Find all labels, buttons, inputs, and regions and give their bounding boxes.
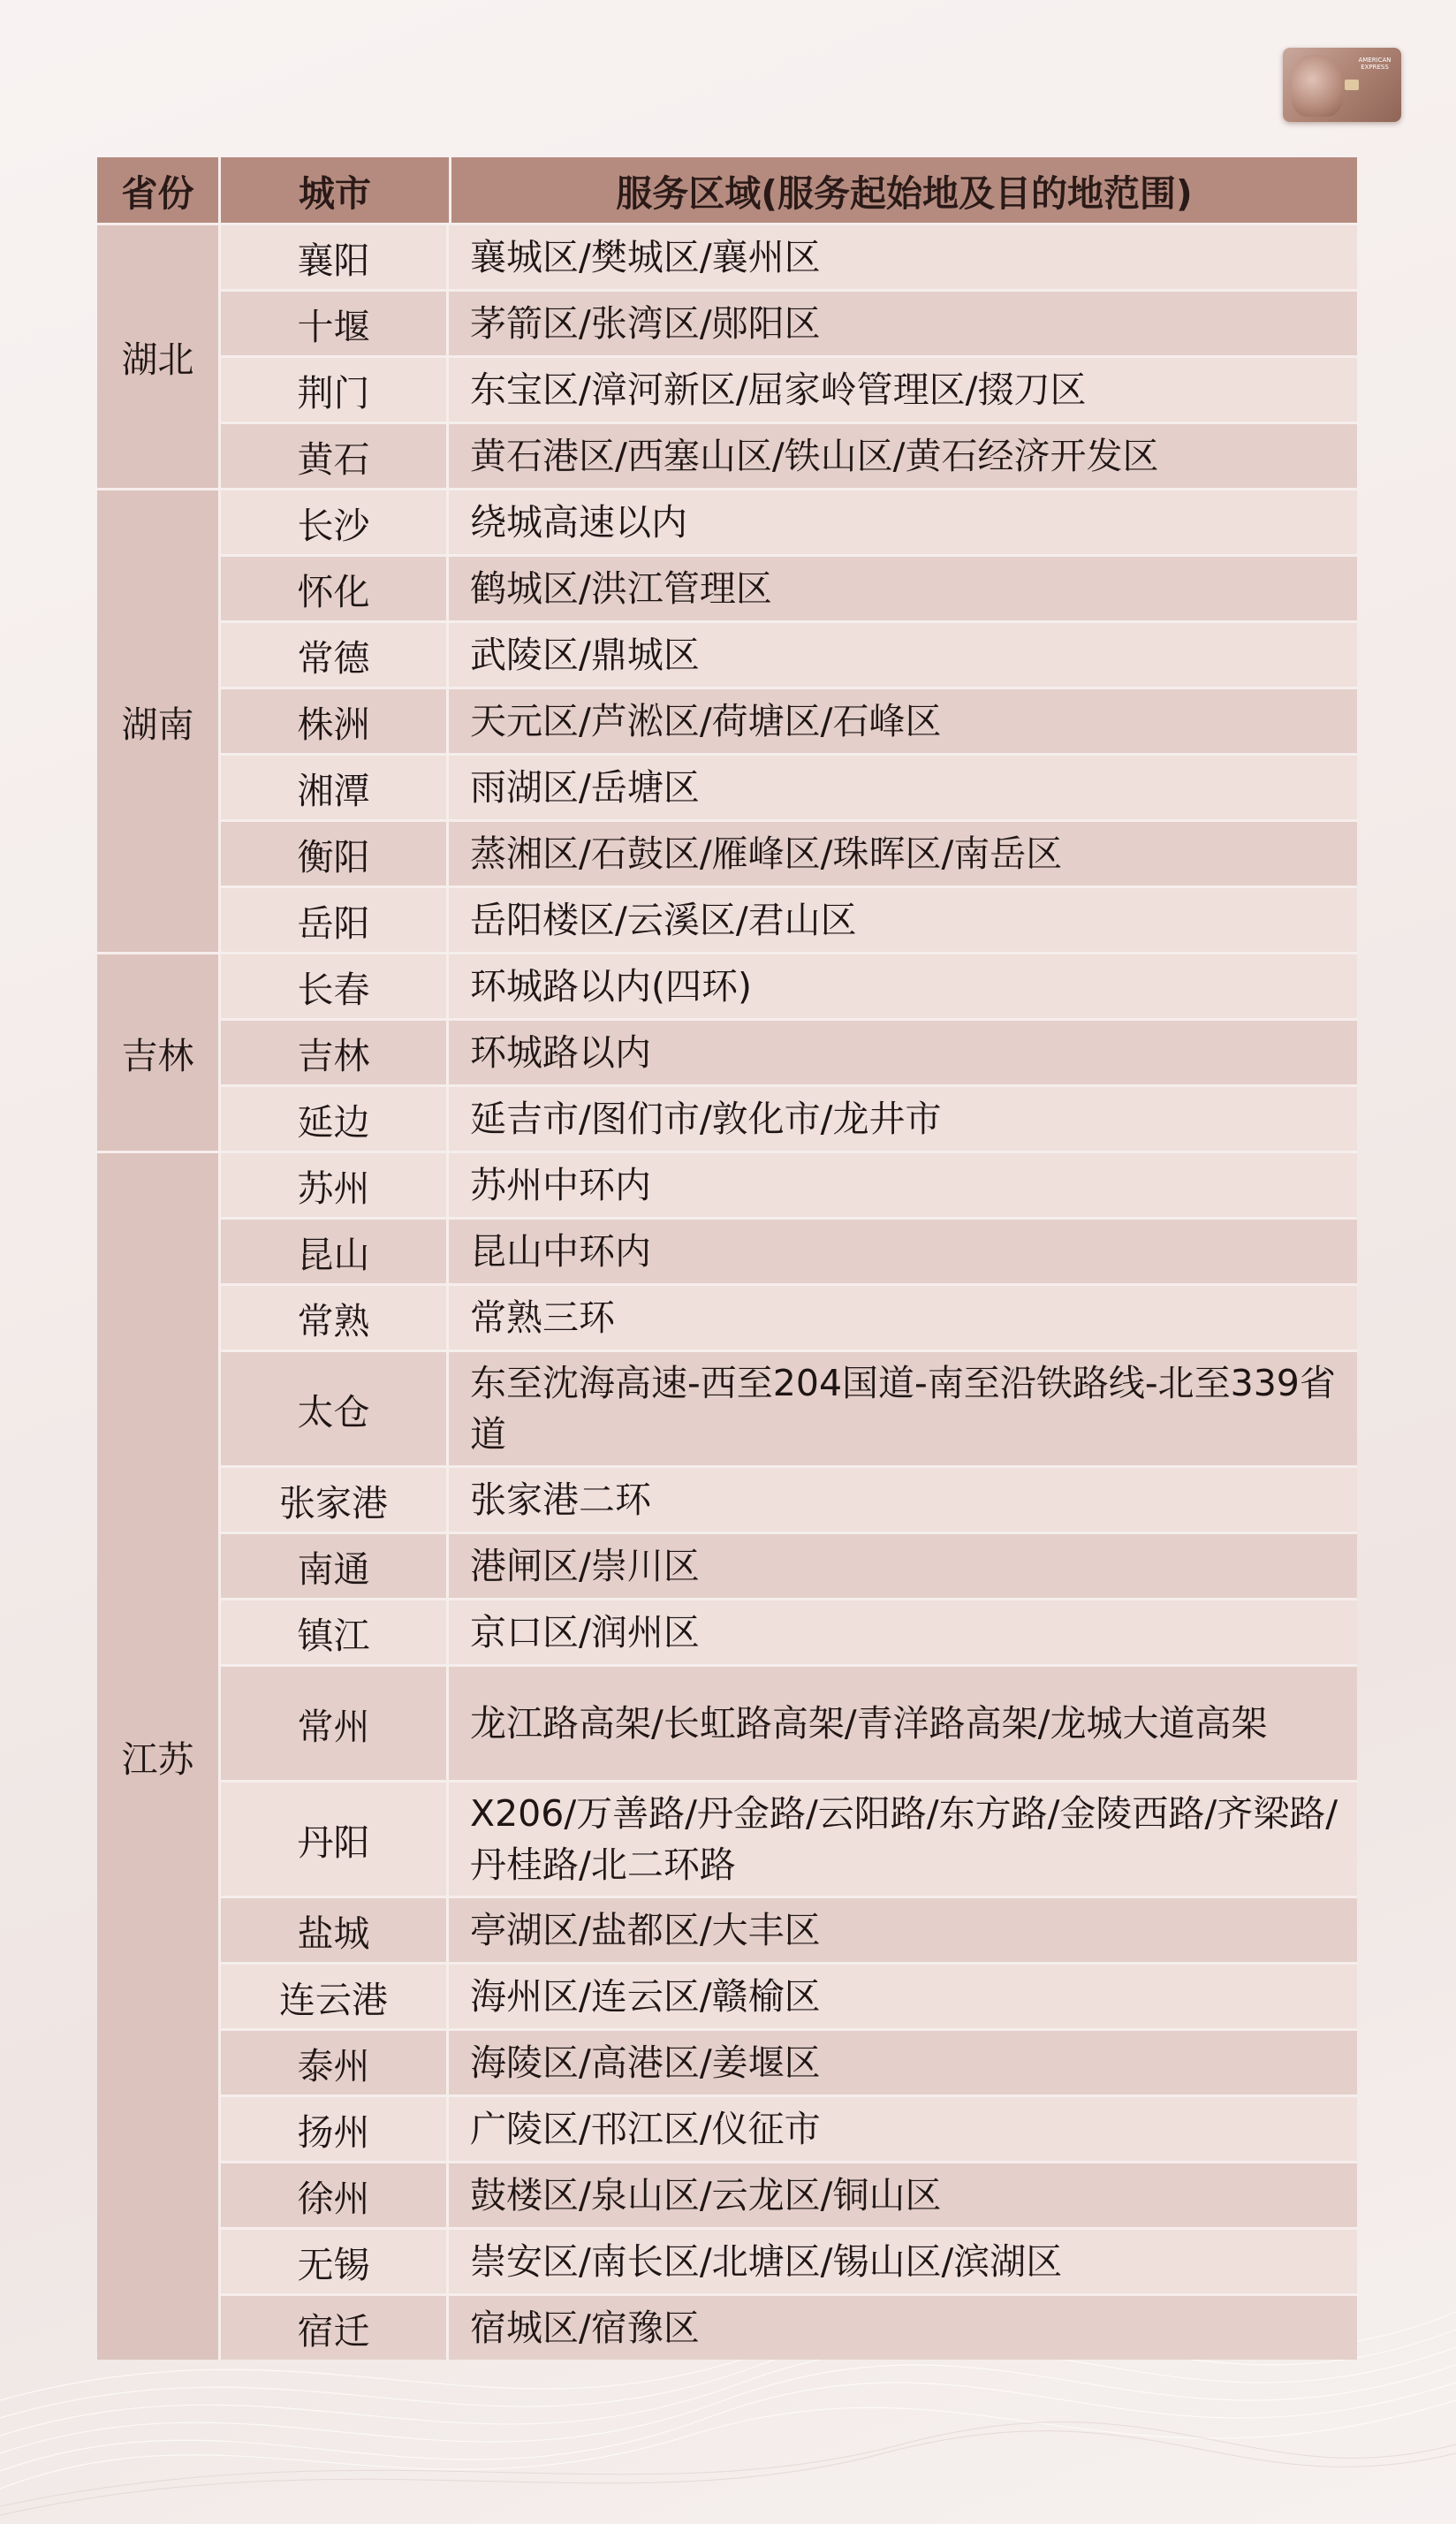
service-area-cell: 延吉市/图们市/敦化市/龙井市 xyxy=(470,1098,942,1140)
table-row xyxy=(221,1349,1357,1465)
table-row xyxy=(221,1532,1357,1598)
service-area-cell: 亭湖区/盐都区/大丰区 xyxy=(470,1909,821,1951)
city-cell: 怀化 xyxy=(221,557,449,620)
table-row xyxy=(221,1465,1357,1532)
service-area-cell: 海州区/连云区/赣榆区 xyxy=(470,1975,821,2018)
header-province: 省份 xyxy=(97,157,221,223)
service-area-cell: 蒸湘区/石鼓区/雁峰区/珠晖区/南岳区 xyxy=(470,832,1063,875)
service-area-cell: 武陵区/鼎城区 xyxy=(470,634,700,676)
table-row xyxy=(221,1217,1357,1283)
service-area-cell: 宿城区/宿豫区 xyxy=(470,2307,700,2349)
table-row xyxy=(221,355,1357,422)
service-area-table xyxy=(97,157,1357,2360)
city-cell: 荆门 xyxy=(221,358,449,422)
service-area-cell: 雨湖区/岳塘区 xyxy=(470,766,700,809)
amex-card-logo xyxy=(1283,48,1401,122)
service-area-cell: 黄石港区/西塞山区/铁山区/黄石经济开发区 xyxy=(470,435,1159,477)
city-cell: 常州 xyxy=(221,1667,449,1780)
city-cell: 连云港 xyxy=(221,1965,449,2028)
table-row xyxy=(221,422,1357,488)
service-area-cell: 环城路以内(四环) xyxy=(470,965,752,1007)
table-row xyxy=(221,687,1357,753)
table-header xyxy=(97,157,1357,223)
table-row xyxy=(221,2227,1357,2293)
city-rows xyxy=(221,225,1357,488)
city-cell: 扬州 xyxy=(221,2097,449,2161)
table-row xyxy=(221,1896,1357,1962)
city-rows xyxy=(221,954,1357,1151)
service-area-cell: 环城路以内 xyxy=(470,1031,651,1074)
service-area-cell: 昆山中环内 xyxy=(470,1230,651,1273)
card-brand-text: AMERICAN EXPRESS xyxy=(1358,57,1392,71)
city-rows xyxy=(221,490,1357,952)
city-cell: 株洲 xyxy=(221,689,449,753)
city-cell: 昆山 xyxy=(221,1220,449,1283)
service-area-cell: 东至沈海高速-西至204国道-南至沿铁路线-北至339省道 xyxy=(470,1362,1336,1456)
province-group xyxy=(97,223,1357,488)
table-row xyxy=(221,954,1357,1018)
table-row xyxy=(221,1153,1357,1217)
city-cell: 吉林 xyxy=(221,1021,449,1084)
city-cell: 徐州 xyxy=(221,2163,449,2227)
header-service-area: 服务区域(服务起始地及目的地范围) xyxy=(616,171,1193,215)
service-area-cell: 绕城高速以内 xyxy=(470,501,687,544)
city-cell: 长春 xyxy=(221,954,449,1018)
table-row xyxy=(221,490,1357,554)
city-cell: 南通 xyxy=(221,1534,449,1598)
city-cell: 衡阳 xyxy=(221,822,449,886)
city-cell: 张家港 xyxy=(221,1468,449,1532)
service-area-cell: 襄城区/樊城区/襄州区 xyxy=(470,236,821,278)
service-area-cell: 张家港二环 xyxy=(470,1479,651,1521)
table-row xyxy=(221,2293,1357,2360)
table-row xyxy=(221,1018,1357,1084)
city-cell: 长沙 xyxy=(221,490,449,554)
service-area-cell: 天元区/芦淞区/荷塘区/石峰区 xyxy=(470,700,942,742)
card-portrait-image xyxy=(1292,55,1343,117)
card-chip xyxy=(1345,80,1359,90)
table-row xyxy=(221,2094,1357,2161)
service-area-cell: X206/万善路/丹金路/云阳路/东方路/金陵西路/齐梁路/丹桂路/北二环路 xyxy=(470,1792,1338,1886)
province-cell: 湖南 xyxy=(97,490,221,952)
table-row xyxy=(221,2161,1357,2227)
city-cell: 常熟 xyxy=(221,1286,449,1349)
city-cell: 襄阳 xyxy=(221,225,449,289)
service-area-cell: 鹤城区/洪江管理区 xyxy=(470,567,772,610)
service-area-cell: 东宝区/漳河新区/屈家岭管理区/掇刀区 xyxy=(470,369,1087,411)
city-rows xyxy=(221,1153,1357,2360)
table-row xyxy=(221,225,1357,289)
header-city: 城市 xyxy=(221,157,451,223)
table-row xyxy=(221,554,1357,620)
province-group xyxy=(97,1151,1357,2360)
table-row xyxy=(221,1598,1357,1664)
table-row xyxy=(221,886,1357,952)
service-area-cell: 广陵区/邗江区/仪征市 xyxy=(470,2108,821,2150)
service-area-cell: 港闸区/崇川区 xyxy=(470,1545,700,1587)
table-row xyxy=(221,819,1357,886)
city-cell: 镇江 xyxy=(221,1600,449,1664)
province-group xyxy=(97,488,1357,952)
table-row xyxy=(221,620,1357,687)
city-cell: 湘潭 xyxy=(221,756,449,819)
table-row xyxy=(221,1664,1357,1780)
service-area-cell: 苏州中环内 xyxy=(470,1164,651,1206)
city-cell: 常德 xyxy=(221,623,449,687)
city-cell: 泰州 xyxy=(221,2031,449,2094)
table-row xyxy=(221,2028,1357,2094)
province-cell: 湖北 xyxy=(97,225,221,488)
province-group xyxy=(97,952,1357,1151)
city-cell: 太仓 xyxy=(221,1352,449,1465)
city-cell: 黄石 xyxy=(221,424,449,488)
table-row xyxy=(221,289,1357,355)
table-row xyxy=(221,1780,1357,1896)
table-row xyxy=(221,1962,1357,2028)
city-cell: 苏州 xyxy=(221,1153,449,1217)
city-cell: 十堰 xyxy=(221,292,449,355)
city-cell: 无锡 xyxy=(221,2230,449,2293)
service-area-cell: 茅箭区/张湾区/郧阳区 xyxy=(470,302,821,345)
province-cell: 吉林 xyxy=(97,954,221,1151)
service-area-cell: 京口区/润州区 xyxy=(470,1611,700,1654)
service-area-cell: 常熟三环 xyxy=(470,1296,615,1339)
table-body xyxy=(97,223,1357,2360)
table-row xyxy=(221,1283,1357,1349)
service-area-cell: 龙江路高架/长虹路高架/青洋路高架/龙城大道高架 xyxy=(470,1702,1268,1745)
service-area-cell: 海陵区/高港区/姜堰区 xyxy=(470,2041,821,2084)
service-area-cell: 崇安区/南长区/北塘区/锡山区/滨湖区 xyxy=(470,2240,1063,2283)
table-row xyxy=(221,1084,1357,1151)
table-row xyxy=(221,753,1357,819)
city-cell: 岳阳 xyxy=(221,888,449,952)
city-cell: 丹阳 xyxy=(221,1783,449,1896)
city-cell: 延边 xyxy=(221,1087,449,1151)
province-cell: 江苏 xyxy=(97,1153,221,2360)
city-cell: 宿迁 xyxy=(221,2296,449,2360)
city-cell: 盐城 xyxy=(221,1898,449,1962)
service-area-cell: 鼓楼区/泉山区/云龙区/铜山区 xyxy=(470,2174,942,2216)
service-area-cell: 岳阳楼区/云溪区/君山区 xyxy=(470,899,857,941)
